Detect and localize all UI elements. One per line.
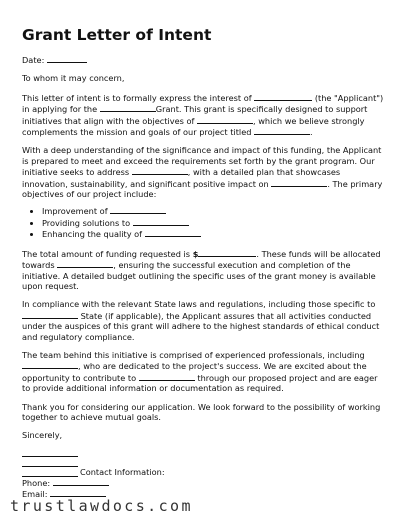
signature-block	[22, 447, 388, 499]
objective-blank[interactable]	[145, 228, 201, 237]
list-item	[42, 228, 388, 239]
p4-text-b: State (if applicable), the Applicant assures that all activities conducted under the auspices of this grant will adhere to the highest standards of ethical conduct and regulatory compliance.	[22, 310, 380, 342]
objective-label: Improvement of	[42, 206, 108, 217]
salutation: To whom it may concern,	[22, 73, 125, 84]
contribution-blank[interactable]	[139, 372, 195, 381]
letter-page	[22, 26, 388, 499]
p1-text-c: Grant. This grant is specifically designed to support initiatives that align with the objectives of	[22, 104, 368, 126]
contact-row	[22, 467, 388, 477]
email-blank[interactable]	[50, 488, 106, 497]
p2-text-a: With a deep understanding of the significance and impact of this funding, the Applicant is prepared to meet and exceed the requirements set forth by the grant program. Our initiative seeks to address	[22, 145, 382, 178]
list-item	[42, 217, 388, 228]
p1-text-d: , which we believe strongly complements the mission and goals of our project titled	[22, 115, 365, 138]
grant-name-blank[interactable]	[100, 103, 156, 112]
email-label: Email:	[22, 488, 48, 499]
closing: Sincerely,	[22, 430, 63, 441]
contact-label: Contact Information:	[80, 466, 165, 477]
paragraph-intro	[22, 92, 388, 138]
phone-label: Phone:	[22, 477, 51, 488]
objective-blank[interactable]	[110, 205, 166, 214]
p5-text-b: , who are dedicated to the project's success. We are excited about the opportunity to contribute to	[22, 361, 367, 383]
date-line	[22, 54, 388, 65]
applicant-name-blank[interactable]	[254, 92, 312, 101]
impact-area-blank[interactable]	[271, 178, 327, 187]
team-members-blank[interactable]	[22, 360, 78, 369]
p4-text-a: In compliance with the relevant State laws and regulations, including those specific to	[22, 299, 376, 310]
title-line[interactable]	[22, 468, 78, 477]
phone-blank[interactable]	[53, 477, 109, 486]
paragraph-funding	[22, 248, 388, 292]
phone-row	[22, 477, 388, 488]
p5-text-c: through our proposed project and are eager to provide additional information or documentation as required.	[22, 372, 378, 394]
p3-text-c: , ensuring the successful execution and completion of the initiative. A detailed budget outlining the specific uses of the grant money is available upon request.	[22, 260, 376, 291]
site-watermark: trustlawdocs.com	[10, 497, 193, 515]
p1-text-b: (the "Applicant") in applying for the	[22, 92, 384, 115]
paragraph-understanding	[22, 145, 388, 199]
date-label: Date:	[22, 55, 45, 65]
objective-label: Enhancing the quality of	[42, 229, 143, 240]
dollar-sign: $	[192, 248, 199, 259]
issue-blank[interactable]	[132, 166, 188, 175]
allocation-blank[interactable]	[57, 259, 113, 268]
state-blank[interactable]	[22, 310, 78, 319]
signature-line[interactable]	[22, 447, 78, 457]
project-title-blank[interactable]	[254, 126, 310, 135]
p1-text-e: .	[310, 127, 313, 138]
objective-blank[interactable]	[133, 217, 189, 226]
paragraph-compliance	[22, 299, 388, 342]
amount-blank[interactable]	[198, 248, 256, 257]
p2-text-b: , with a detailed plan that showcases innovation, sustainability, and significant positive impact on	[22, 167, 341, 189]
objectives-blank[interactable]	[197, 115, 253, 124]
p5-text-a: The team behind this initiative is comprised of experienced professionals, including	[22, 349, 365, 360]
p2-text-c: . The primary objectives of our project include:	[22, 178, 383, 200]
paragraph-team	[22, 350, 388, 394]
p1-text-a: This letter of intent is to formally express the interest of	[22, 92, 252, 103]
list-item	[42, 205, 388, 216]
paragraph-thanks: Thank you for considering our application. We look forward to the possibility of working together to achieve mutual goals.	[22, 401, 381, 422]
p3-text-b: . These funds will be allocated towards	[22, 248, 381, 271]
objective-label: Providing solutions to	[42, 217, 131, 228]
objectives-list	[22, 205, 388, 239]
name-line[interactable]	[22, 457, 78, 467]
date-blank[interactable]	[47, 54, 87, 63]
document-title: Grant Letter of Intent	[22, 26, 212, 44]
p3-text-a: The total amount of funding requested is	[22, 248, 191, 259]
